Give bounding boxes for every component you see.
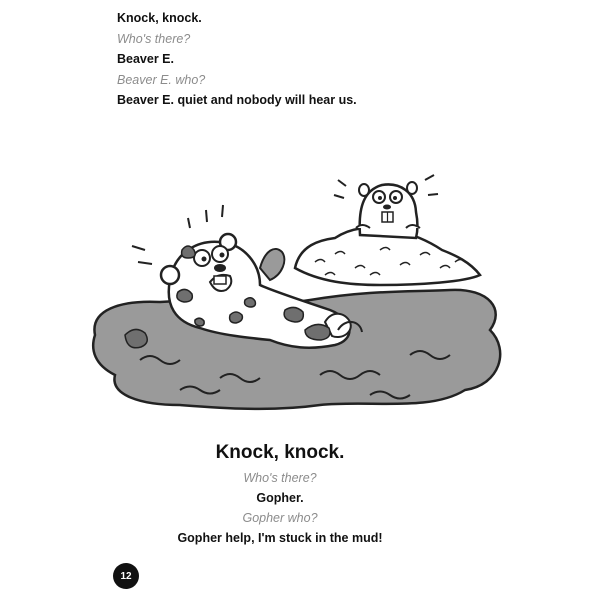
joke-punchline: Beaver E. quiet and nobody will hear us. — [117, 93, 357, 107]
beaver-stuck-in-mud-illustration — [70, 150, 530, 420]
joke-line-who: Beaver E. who? — [117, 72, 206, 87]
joke-gopher — [0, 440, 560, 548]
joke-line-whos-there: Who's there? — [117, 31, 191, 46]
joke-line-answer: Gopher. — [256, 491, 304, 505]
gopher-character — [356, 182, 420, 238]
joke-line-answer: Beaver E. — [117, 52, 174, 66]
page-number-badge: 12 — [113, 563, 139, 589]
joke-beaver — [117, 8, 357, 111]
joke-line-knock: Knock, knock. — [117, 11, 202, 25]
joke-line-knock: Knock, knock. — [215, 442, 345, 463]
joke-line-whos-there: Who's there? — [243, 471, 317, 485]
joke-line-who: Gopher who? — [242, 511, 318, 525]
joke-punchline: Gopher help, I'm stuck in the mud! — [177, 531, 383, 545]
